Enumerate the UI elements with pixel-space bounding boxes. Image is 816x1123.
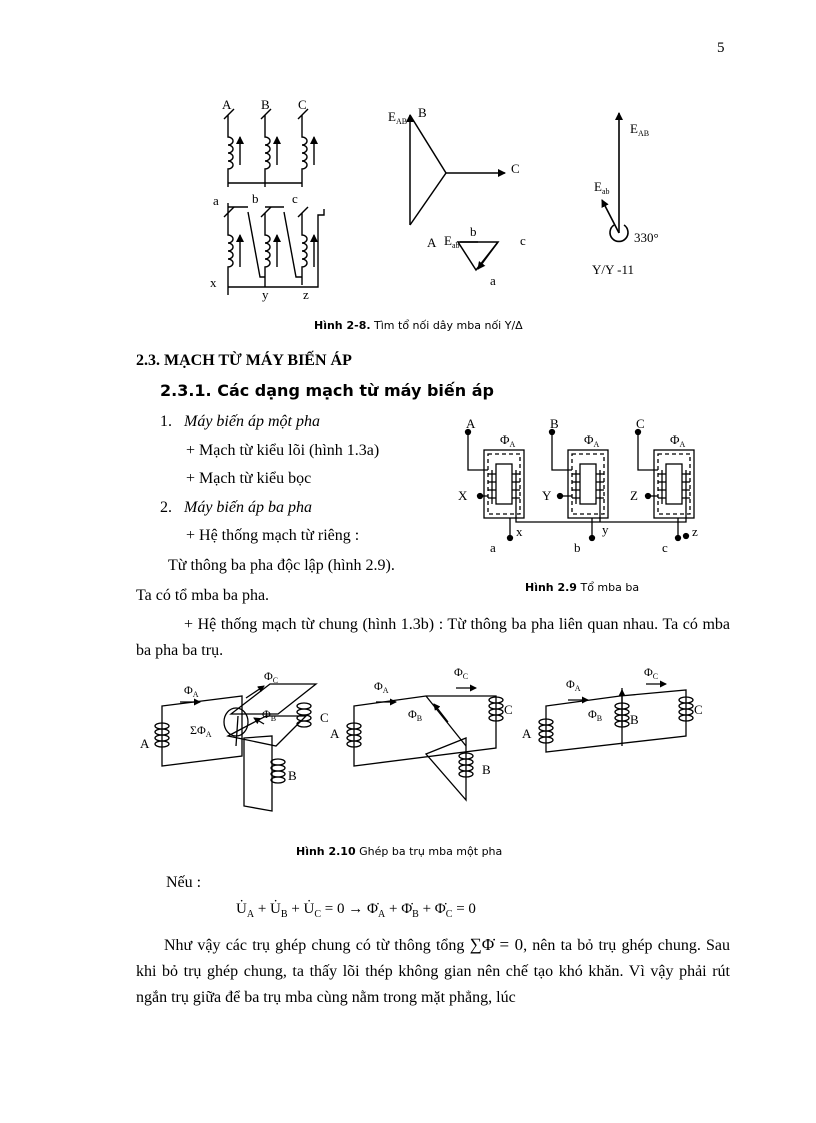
svg-text:ΣΦA: $\Sigma\Phi_A$ xyxy=(190,723,212,739)
terminal-label-B: B xyxy=(261,97,270,112)
delta-link-3 xyxy=(228,209,324,287)
end-label-z: z xyxy=(303,287,309,302)
svg-text:C: C xyxy=(504,702,513,717)
svg-text:a: a xyxy=(490,273,496,288)
svg-text:c: c xyxy=(662,540,668,555)
svg-text:A: A xyxy=(427,235,437,250)
figure-2-10-caption: Hình 2.10 Ghép ba trụ mba một pha xyxy=(296,845,503,858)
terminal-label-c: c xyxy=(292,191,298,206)
panel-1 xyxy=(155,684,316,811)
svg-text:ΦA: $\Phi_A$ xyxy=(584,432,600,449)
secondary-coil-c xyxy=(298,207,314,285)
line-three-phase-group: Ta có tổ mba ba pha. xyxy=(136,587,270,604)
primary-coil-a xyxy=(224,109,240,187)
secondary-coil-a xyxy=(224,207,240,295)
core-c xyxy=(654,450,694,518)
end-label-y: y xyxy=(262,287,269,302)
figure-2-9-caption: Hình 2.9 Tổ mba ba xyxy=(525,581,640,594)
svg-text:z: z xyxy=(692,524,698,539)
svg-text:Eab: $E_{ab}$ xyxy=(594,179,610,196)
svg-text:EAB: $E_{AB}$ xyxy=(388,109,408,126)
svg-text:ΦA: $\Phi_A$ xyxy=(500,432,516,449)
line-independent-flux: Từ thông ba pha độc lập (hình 2.9). xyxy=(168,557,395,574)
equation: $U̇_A$ + $U̇_B$ + $U̇_C = 0$ → $\Phi̇_A$ + $\Phi̇_B$ + $\Phi̇_C = 0$ xyxy=(236,901,476,920)
figure-2-10 xyxy=(136,666,730,816)
terminal-label-b: b xyxy=(252,191,259,206)
svg-text:Y: Y xyxy=(542,488,552,503)
svg-text:ΦA: $\Phi_A$ xyxy=(374,679,389,695)
list-item-2a: + Hệ thống mạch từ riêng : xyxy=(186,527,360,544)
svg-text:ΦA: $\Phi_A$ xyxy=(566,677,581,693)
core-a xyxy=(484,450,524,518)
svg-text:EAB: $E_{AB}$ xyxy=(630,121,650,138)
figure-2-8 xyxy=(200,95,680,310)
page-number: 5 xyxy=(717,40,725,56)
list-item-1a: + Mạch từ kiểu lõi (hình 1.3a) xyxy=(186,442,380,459)
terminal-label-A: A xyxy=(222,97,232,112)
svg-text:Eab: $E_{ab}$ xyxy=(444,233,460,250)
svg-text:ΦB: $\Phi_B$ xyxy=(408,707,423,723)
svg-text:C: C xyxy=(320,710,329,725)
svg-text:ΦB: $\Phi_B$ xyxy=(588,707,603,723)
wiring-diagram xyxy=(224,109,324,295)
svg-text:Z: Z xyxy=(630,488,638,503)
list-item-1b: + Mạch từ kiểu bọc xyxy=(186,470,312,487)
section-heading: 2.3. MẠCH TỪ MÁY BIẾN ÁP xyxy=(136,352,352,369)
delta-link-1 xyxy=(248,212,265,277)
svg-text:a: a xyxy=(490,540,496,555)
svg-text:B: B xyxy=(418,105,427,120)
terminal-label-C: C xyxy=(298,97,307,112)
svg-text:y: y xyxy=(602,522,609,537)
paragraph-conclusion: Như vậy các trụ ghép chung có từ thông tổng ∑Φ̇ = 0, nên ta bỏ trụ ghép chung. Sau khi bỏ trụ ghép chung, ta thấy lõi thép không gian nên chế tạo khó khăn. Vì vậy phải rút ngắn trụ giữa để ba trụ mba cùng nằm trong mặt phẳng, lúc xyxy=(136,935,731,1006)
svg-text:ΦA: $\Phi_A$ xyxy=(670,432,686,449)
svg-text:ΦC: $\Phi_C$ xyxy=(454,666,469,681)
svg-text:ΦC: $\Phi_C$ xyxy=(264,669,279,685)
primary-coil-b xyxy=(261,109,277,187)
clock-labels xyxy=(592,121,659,277)
clock-diagram xyxy=(602,113,628,241)
svg-text:ΦC: $\Phi_C$ xyxy=(644,666,659,681)
equation-intro: Nếu : xyxy=(166,874,202,891)
svg-text:A: A xyxy=(466,416,476,431)
delta-link-2 xyxy=(284,212,302,277)
svg-text:c: c xyxy=(520,233,526,248)
svg-text:330°: 330° xyxy=(634,230,659,245)
primary-coil-c xyxy=(298,109,314,187)
end-label-x: x xyxy=(210,275,217,290)
svg-text:B: B xyxy=(288,768,297,783)
svg-text:ΦB: $\Phi_B$ xyxy=(262,707,277,723)
svg-text:B: B xyxy=(550,416,559,431)
svg-text:C: C xyxy=(694,702,703,717)
list-item-2: 2. Máy biến áp ba pha xyxy=(160,499,312,516)
svg-text:x: x xyxy=(516,524,523,539)
panel-2 xyxy=(347,688,503,800)
paragraph-common-flux: + Hệ thống mạch từ chung (hình 1.3b) : Từ thông ba pha liên quan nhau. Ta có mba ba pha ba trụ. xyxy=(136,616,730,659)
svg-text:C: C xyxy=(636,416,645,431)
coil-b-1 xyxy=(271,759,285,783)
svg-text:b: b xyxy=(574,540,581,555)
phasor-labels xyxy=(388,105,526,288)
svg-text:A: A xyxy=(140,736,150,751)
svg-text:b: b xyxy=(470,224,477,239)
svg-text:X: X xyxy=(458,488,468,503)
svg-text:Y/Y -11: Y/Y -11 xyxy=(592,262,635,277)
svg-text:A: A xyxy=(522,726,532,741)
svg-text:A: A xyxy=(330,726,340,741)
svg-text:C: C xyxy=(511,161,520,176)
svg-text:B: B xyxy=(482,762,491,777)
secondary-triangle xyxy=(458,242,498,270)
core-b xyxy=(568,450,608,518)
subsection-heading: 2.3.1. Các dạng mạch từ máy biến áp xyxy=(160,381,494,400)
panel-3 xyxy=(539,684,693,752)
figure-2-8-caption: Hình 2-8. Tìm tổ nối dây mba nối Y/Δ xyxy=(314,319,523,332)
terminal-label-a: a xyxy=(213,193,219,208)
svg-text:B: B xyxy=(630,712,639,727)
svg-text:ΦA: $\Phi_A$ xyxy=(184,683,199,699)
secondary-coil-b xyxy=(261,207,277,287)
list-item-1: 1. Máy biến áp một pha xyxy=(160,413,320,430)
figure-2-9 xyxy=(452,412,714,562)
